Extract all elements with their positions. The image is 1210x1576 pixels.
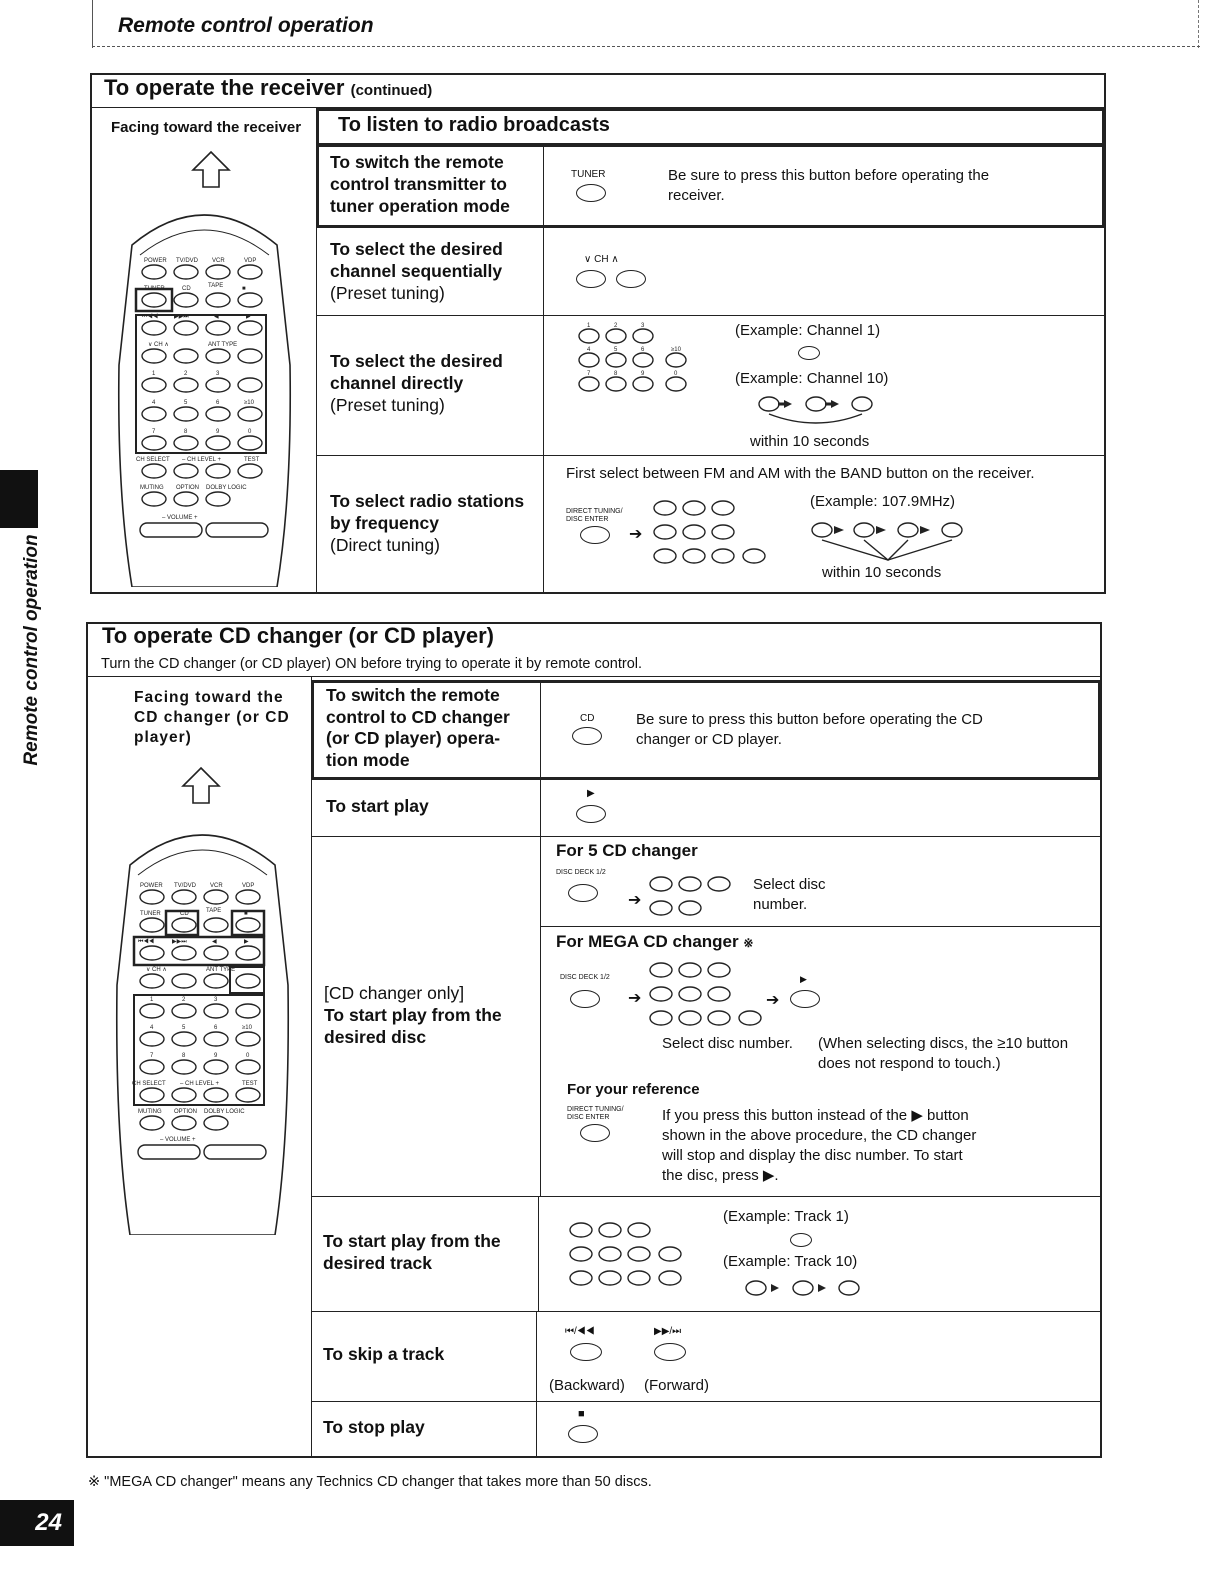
- svg-text:3: 3: [216, 371, 220, 377]
- svg-text:◀: ◀: [212, 939, 217, 945]
- frequency-keypad[interactable]: [652, 496, 772, 571]
- select-disc-mega-label: Select disc number.: [662, 1035, 793, 1052]
- for-mega-cd-title: For MEGA CD changer ※: [556, 932, 754, 951]
- within-10-seconds: within 10 seconds: [750, 433, 870, 450]
- svg-text:VDP: VDP: [244, 258, 257, 264]
- divider: [543, 456, 544, 593]
- svg-text:≥10: ≥10: [671, 347, 681, 353]
- for-5-cd-title: For 5 CD changer: [556, 841, 698, 860]
- svg-text:MUTING: MUTING: [140, 485, 164, 491]
- divider: [536, 1312, 537, 1457]
- select-disc-label: Select disc number.: [753, 876, 826, 913]
- band-instruction: First select between FM and AM with the BAND button on the receiver.: [566, 465, 1035, 482]
- svg-text:TEST: TEST: [242, 1081, 258, 1087]
- svg-text:DOLBY LOGIC: DOLBY LOGIC: [204, 1109, 245, 1115]
- svg-text:≥10: ≥10: [242, 1025, 252, 1031]
- disc-deck-label: DISC DECK 1/2: [556, 869, 606, 876]
- svg-text:4: 4: [587, 347, 591, 353]
- svg-text:■: ■: [242, 286, 246, 292]
- tuner-button-label: TUNER: [571, 169, 606, 180]
- svg-text:▶: ▶: [244, 939, 249, 945]
- page-header: Remote control operation: [118, 14, 374, 37]
- svg-text:2: 2: [614, 323, 618, 329]
- svg-text:– CH LEVEL +: – CH LEVEL +: [182, 457, 221, 463]
- example-frequency: (Example: 107.9MHz): [810, 493, 956, 510]
- skip-back-button[interactable]: [570, 1343, 602, 1366]
- svg-text:VCR: VCR: [210, 883, 223, 889]
- play-button[interactable]: [576, 805, 606, 828]
- svg-text:6: 6: [641, 347, 645, 353]
- skip-forward-button[interactable]: [654, 1343, 686, 1366]
- cd-subtitle: Turn the CD changer (or CD player) ON before trying to operate it by remote control.: [101, 656, 643, 672]
- divider: [540, 682, 541, 778]
- remote-control-cd: [110, 815, 295, 1240]
- start-play-label: To start play: [326, 796, 429, 816]
- direct-tuning-label: DIRECT TUNING/ DISC ENTER: [566, 508, 623, 523]
- svg-text:∨ CH ∧: ∨ CH ∧: [148, 342, 169, 348]
- tuner-mode-label: To switch the remote control transmitter to tuner operation mode: [330, 152, 510, 216]
- svg-text:– VOLUME +: – VOLUME +: [162, 515, 198, 521]
- svg-text:∨ CH ∧: ∨ CH ∧: [146, 967, 167, 973]
- stop-button[interactable]: [568, 1425, 598, 1448]
- arrow-icon: ➔: [628, 892, 642, 909]
- svg-text:VCR: VCR: [212, 258, 225, 264]
- remote-control-receiver: [112, 195, 297, 592]
- svg-text:TEST: TEST: [244, 457, 260, 463]
- svg-text:POWER: POWER: [140, 883, 163, 889]
- divider: [543, 228, 544, 316]
- example-channel-10: (Example: Channel 10): [735, 370, 889, 387]
- stop-icon: ■: [578, 1408, 585, 1420]
- play-icon: ▶: [587, 788, 595, 799]
- svg-text:▶▶⏭: ▶▶⏭: [174, 314, 189, 320]
- svg-text:2: 2: [184, 371, 188, 377]
- svg-text:8: 8: [184, 429, 188, 435]
- svg-text:0: 0: [674, 371, 678, 377]
- sequential-label: To select the desired channel sequentially (Preset tuning): [330, 239, 503, 303]
- disc-keypad-mega[interactable]: [648, 958, 768, 1035]
- svg-text:9: 9: [641, 371, 645, 377]
- cd-button[interactable]: [572, 727, 602, 750]
- header-rule: [92, 46, 1200, 47]
- up-arrow-icon: [180, 766, 222, 811]
- skip-track-label: To skip a track: [323, 1344, 445, 1364]
- svg-text:2: 2: [182, 997, 186, 1003]
- svg-text:≥10: ≥10: [244, 400, 254, 406]
- svg-text:6: 6: [216, 400, 220, 406]
- svg-text:1: 1: [587, 323, 591, 329]
- svg-text:OPTION: OPTION: [176, 485, 200, 491]
- svg-text:6: 6: [214, 1025, 218, 1031]
- svg-text:ANT TYPE: ANT TYPE: [208, 342, 238, 348]
- arrow-icon: ➔: [766, 992, 780, 1009]
- example-channel-1: (Example: Channel 1): [735, 322, 881, 339]
- svg-text:TV/DVD: TV/DVD: [174, 883, 197, 889]
- forward-label: (Forward): [644, 1377, 710, 1394]
- svg-text:1: 1: [152, 371, 156, 377]
- svg-text:TUNER: TUNER: [144, 286, 165, 292]
- svg-text:5: 5: [184, 400, 188, 406]
- track-10-sequence: [743, 1276, 873, 1305]
- svg-text:CD: CD: [182, 286, 191, 292]
- svg-text:9: 9: [214, 1053, 218, 1059]
- reference-text: If you press this button instead of the ▶ button shown in the above procedure, the CD changer will stop and display the disc number. To start the disc, press ▶.: [662, 1107, 977, 1184]
- track-1-button[interactable]: [790, 1233, 812, 1252]
- svg-text:0: 0: [248, 429, 252, 435]
- svg-text:■: ■: [244, 911, 248, 917]
- receiver-facing-label: Facing toward the receiver: [111, 119, 302, 136]
- forward-icon: ▶▶/⏭: [654, 1326, 682, 1337]
- cd-mode-note: Be sure to press this button before operating the CD changer or CD player.: [636, 711, 983, 748]
- backward-icon: ⏮/◀◀: [565, 1326, 595, 1337]
- svg-text:TAPE: TAPE: [206, 908, 222, 914]
- disc-deck-button[interactable]: [568, 884, 598, 907]
- svg-text:4: 4: [150, 1025, 154, 1031]
- key-1-button[interactable]: [798, 346, 820, 365]
- svg-text:9: 9: [216, 429, 220, 435]
- numeric-keypad[interactable]: [578, 322, 698, 401]
- play-button-mega[interactable]: [790, 990, 820, 1013]
- direct-channel-label: To select the desired channel directly (Preset tuning): [330, 351, 503, 415]
- cd-title: To operate CD changer (or CD player): [102, 623, 494, 648]
- svg-text:1: 1: [150, 997, 154, 1003]
- reference-title: For your reference: [567, 1081, 700, 1098]
- ch-up-button[interactable]: [616, 270, 646, 293]
- backward-label: (Backward): [549, 1377, 625, 1394]
- svg-text:⏮◀◀: ⏮◀◀: [142, 314, 159, 320]
- svg-text:5: 5: [614, 347, 618, 353]
- disc-deck-button-mega[interactable]: [570, 990, 600, 1013]
- svg-text:5: 5: [182, 1025, 186, 1031]
- example-track-1: (Example: Track 1): [723, 1208, 849, 1225]
- footnote: ※ "MEGA CD changer" means any Technics CD changer that takes more than 50 discs.: [88, 1474, 652, 1490]
- play-icon: ▶: [800, 974, 807, 984]
- header-left-rule: [92, 0, 93, 48]
- svg-text:▶: ▶: [246, 314, 251, 320]
- svg-text:– CH LEVEL +: – CH LEVEL +: [180, 1081, 219, 1087]
- svg-text:CH SELECT: CH SELECT: [136, 457, 170, 463]
- svg-text:0: 0: [246, 1053, 250, 1059]
- reference-button-label: DIRECT TUNING/ DISC ENTER: [567, 1106, 624, 1121]
- svg-text:ANT TYPE: ANT TYPE: [206, 967, 236, 973]
- tuner-note: Be sure to press this button before operating the receiver.: [668, 167, 990, 204]
- svg-text:– VOLUME +: – VOLUME +: [160, 1137, 196, 1143]
- svg-text:▶▶⏭: ▶▶⏭: [172, 939, 187, 945]
- direct-tuning-disc-enter-button[interactable]: [580, 1124, 610, 1147]
- divider: [543, 146, 544, 226]
- side-tab-marker: [0, 470, 38, 528]
- svg-text:8: 8: [182, 1053, 186, 1059]
- desired-track-label: To start play from the desired track: [323, 1231, 501, 1273]
- disc-deck-label-mega: DISC DECK 1/2: [560, 974, 610, 981]
- receiver-title: To operate the receiver (continued): [104, 75, 433, 100]
- divider: [538, 1197, 539, 1312]
- example-track-10: (Example: Track 10): [723, 1253, 858, 1270]
- svg-text:4: 4: [152, 400, 156, 406]
- frequency-sequence: [810, 514, 970, 569]
- frequency-label: To select radio stations by frequency (Direct tuning): [330, 491, 525, 555]
- header-right-rule: [1198, 0, 1199, 48]
- svg-text:◀: ◀: [214, 314, 219, 320]
- direct-tuning-button[interactable]: [580, 526, 610, 549]
- desired-disc-label: [CD changer only] To start play from the desired disc: [324, 983, 502, 1047]
- mega-note: (When selecting discs, the ≥10 button does not respond to touch.): [818, 1035, 1069, 1072]
- divider: [543, 316, 544, 456]
- radio-subtitle: To listen to radio broadcasts: [338, 114, 610, 136]
- svg-text:3: 3: [214, 997, 218, 1003]
- svg-text:7: 7: [152, 429, 156, 435]
- svg-text:TV/DVD: TV/DVD: [176, 258, 199, 264]
- tuner-button[interactable]: [576, 184, 606, 207]
- svg-text:DOLBY LOGIC: DOLBY LOGIC: [206, 485, 247, 491]
- svg-text:CH SELECT: CH SELECT: [132, 1081, 166, 1087]
- svg-text:3: 3: [641, 323, 645, 329]
- cd-mode-label: To switch the remote control to CD changer (or CD player) opera- tion mode: [326, 685, 510, 770]
- arrow-icon: ➔: [629, 526, 643, 543]
- stop-play-label: To stop play: [323, 1417, 425, 1437]
- track-keypad[interactable]: [568, 1210, 688, 1295]
- cd-button-label: CD: [580, 713, 595, 724]
- svg-text:7: 7: [587, 371, 591, 377]
- svg-text:⏮◀◀: ⏮◀◀: [138, 939, 155, 945]
- ch-button-label: ∨ CH ∧: [584, 254, 619, 265]
- svg-text:7: 7: [150, 1053, 154, 1059]
- row-start-play: [311, 780, 1101, 837]
- channel-10-sequence: [756, 390, 886, 435]
- divider: [540, 780, 541, 837]
- up-arrow-icon: [190, 150, 232, 195]
- svg-text:OPTION: OPTION: [174, 1109, 198, 1115]
- svg-text:TAPE: TAPE: [208, 283, 224, 289]
- side-label: Remote control operation: [21, 534, 42, 766]
- within-10-seconds-freq: within 10 seconds: [822, 564, 942, 581]
- disc-keypad-5[interactable]: [648, 870, 738, 925]
- arrow-icon: ➔: [628, 990, 642, 1007]
- svg-text:POWER: POWER: [144, 258, 167, 264]
- svg-text:TUNER: TUNER: [140, 911, 161, 917]
- ch-down-button[interactable]: [576, 270, 606, 293]
- svg-text:CD: CD: [180, 911, 189, 917]
- svg-text:8: 8: [614, 371, 618, 377]
- svg-text:MUTING: MUTING: [138, 1109, 162, 1115]
- page-number: 24: [0, 1500, 74, 1546]
- svg-text:VDP: VDP: [242, 883, 255, 889]
- cd-facing-label: Facing toward the CD changer (or CD player): [134, 689, 290, 746]
